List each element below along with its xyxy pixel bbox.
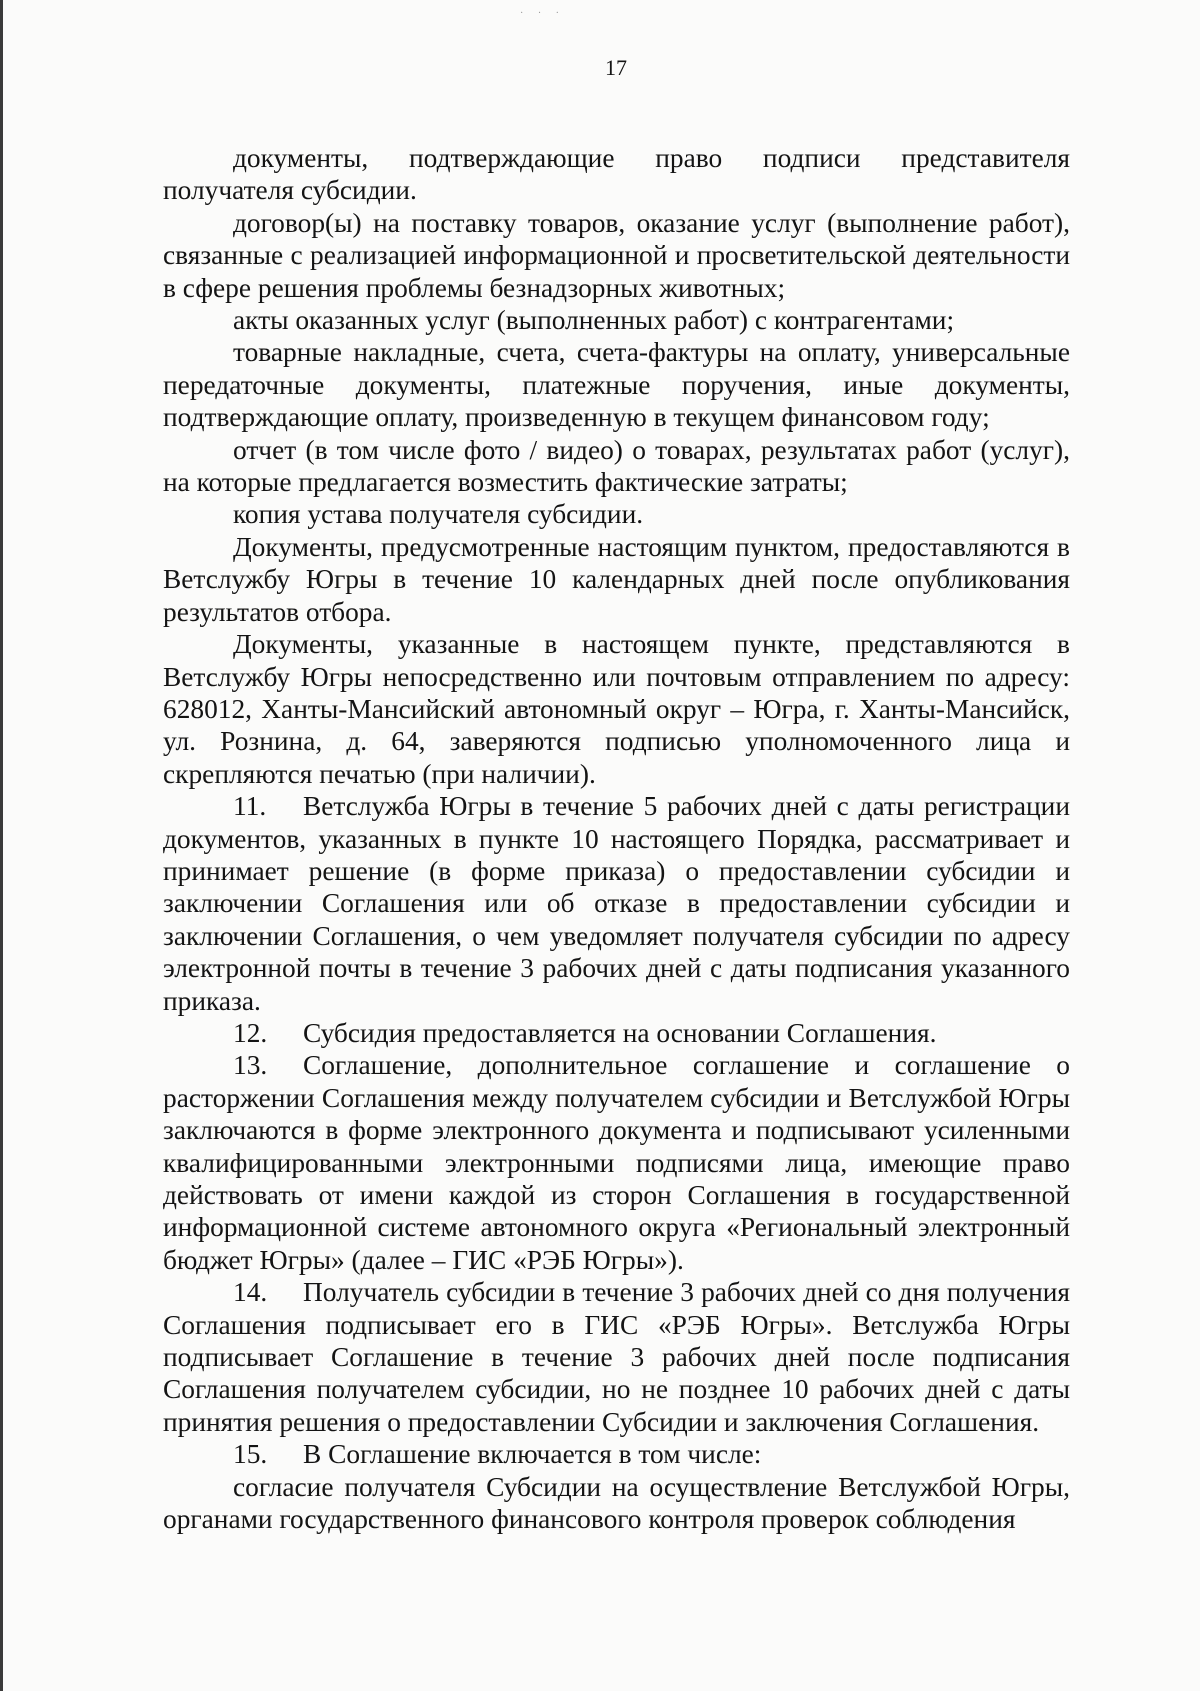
paragraph	[163, 1276, 1070, 1438]
scan-edge	[0, 0, 3, 1691]
paragraph-number: 13.	[233, 1050, 268, 1081]
page-number: 17	[605, 55, 627, 80]
paragraph-text: Ветслужба Югры в течение 5 рабочих дней с даты регистрации документов, указанных в пункте 10 настоящего Порядка, рассматривает и принимает решение (в форме приказа) о предоставлении субсидии и заключении Соглашения или об отказе в предоставлении субсидии и заключении Соглашения, о чем уведомляет получателя субсидии по адресу электронной почты в течение 3 рабочих дней с даты подписания указанного приказа.	[163, 791, 1070, 1016]
paragraph-text: согласие получателя Субсидии на осуществление Ветслужбой Югры, органами государственного финансового контроля проверок соблюдения	[163, 1471, 1070, 1535]
paragraph-text: договор(ы) на поставку товаров, оказание услуг (выполнение работ), связанные с реализацией информационной и просветительской деятельности в сфере решения проблемы безнадзорных животных;	[163, 207, 1070, 303]
paragraph	[163, 1471, 1070, 1536]
paragraph-number: 14.	[233, 1277, 268, 1308]
paragraph	[163, 790, 1070, 1017]
paragraph-text: документы, подтверждающие право подписи представителя получателя субсидии.	[163, 143, 1070, 206]
paragraph-text: товарные накладные, счета, счета-фактуры на оплату, универсальные передаточные документы, платежные поручения, иные документы, подтверждающие оплату, произведенную в текущем финансовом году;	[163, 337, 1070, 433]
paragraph	[163, 304, 1070, 336]
paragraph	[163, 142, 1070, 207]
paragraph	[163, 1049, 1070, 1276]
paragraph-text: акты оказанных услуг (выполненных работ) с контрагентами;	[233, 305, 955, 336]
paragraph	[163, 531, 1070, 628]
paragraph-text: Получатель субсидии в течение 3 рабочих дней со дня получения Соглашения подписывает его в ГИС «РЭБ Югры». Ветслужба Югры подписывает Соглашение в течение 3 рабочих дней после подписания Соглашения получателем субсидии, но не позднее 10 рабочих дней с даты принятия решения о предоставлении Субсидии и заключения Соглашения.	[163, 1277, 1070, 1437]
paragraph-text: В Соглашение включается в том числе:	[303, 1439, 762, 1470]
paragraph-text: копия устава получателя субсидии.	[233, 499, 644, 530]
document-body	[163, 142, 1070, 1535]
paragraph	[163, 1017, 1070, 1049]
scan-artifact: · · ·	[520, 8, 565, 19]
paragraph-text: Документы, предусмотренные настоящим пунктом, предоставляются в Ветслужбу Югры в течение 10 календарных дней после опубликования результатов отбора.	[163, 531, 1070, 627]
paragraph-text: Документы, указанные в настоящем пункте, представляются в Ветслужбу Югры непосредственно или почтовым отправлением по адресу: 628012, Ханты-Мансийский автономный округ – Югра, г. Ханты-Мансийск, ул. Рознина, д. 64, заверяются подписью уполномоченного лица и скрепляются печатью (при наличии).	[163, 629, 1070, 789]
paragraph-number: 11.	[233, 791, 267, 822]
paragraph-text: Соглашение, дополнительное соглашение и соглашение о расторжении Соглашения между получателем субсидии и Ветслужбой Югры заключаются в форме электронного документа и подписывают усиленными квалифицированными электронными подписями лица, имеющие право действовать от имени каждой из сторон Соглашения в государственной информационной системе автономного округа «Региональный электронный бюджет Югры» (далее – ГИС «РЭБ Югры»).	[163, 1050, 1070, 1275]
paragraph-number: 12.	[233, 1017, 268, 1048]
paragraph	[163, 1438, 1070, 1470]
paragraph-text: Субсидия предоставляется на основании Соглашения.	[303, 1017, 937, 1048]
paragraph	[163, 434, 1070, 499]
paragraph-number: 15.	[233, 1439, 268, 1470]
paragraph	[163, 498, 1070, 530]
paragraph	[163, 628, 1070, 790]
paragraph-text: отчет (в том числе фото / видео) о товарах, результатах работ (услуг), на которые предлагается возместить фактические затраты;	[163, 434, 1070, 498]
paragraph	[163, 207, 1070, 304]
paragraph	[163, 336, 1070, 433]
